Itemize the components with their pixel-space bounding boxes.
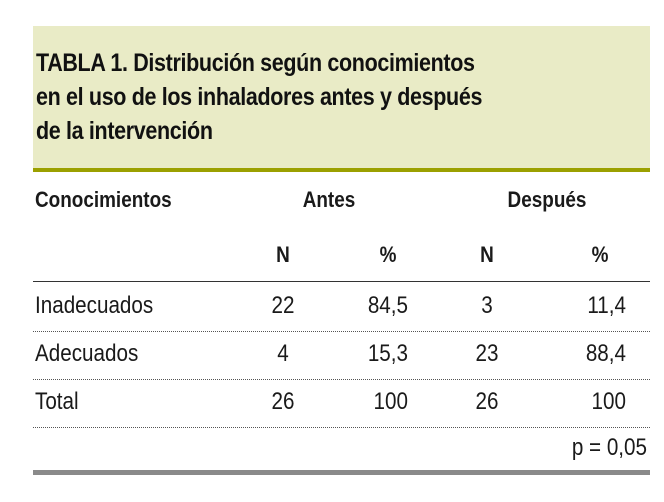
- cell-despues-pct: 11,4: [587, 292, 626, 319]
- header-conocimientos: Conocimientos: [35, 187, 172, 212]
- header-antes: Antes: [302, 187, 356, 212]
- row-divider: [33, 331, 650, 332]
- table-title-line-3: de la intervención: [36, 117, 213, 145]
- cell-antes-pct: 15,3: [367, 340, 408, 367]
- cell-antes-n: 26: [271, 388, 295, 415]
- cell-antes-pct: 100: [373, 388, 408, 415]
- header-despues: Después: [507, 187, 587, 212]
- row-divider: [33, 427, 650, 428]
- table-title: [36, 46, 552, 148]
- header-divider: [33, 281, 650, 282]
- row-divider: [33, 379, 650, 380]
- data-table: [33, 26, 650, 476]
- cell-antes-n: 22: [271, 292, 295, 319]
- cell-despues-pct: 88,4: [585, 340, 626, 367]
- table-title-line-2: en el uso de los inhaladores antes y después: [36, 83, 483, 111]
- row-label: Total: [35, 388, 79, 415]
- bottom-divider: [33, 470, 650, 475]
- cell-despues-pct: 100: [591, 388, 626, 415]
- table-title-band: [33, 26, 650, 168]
- title-divider: [33, 168, 650, 172]
- cell-antes-pct: 84,5: [367, 292, 408, 319]
- row-label: Inadecuados: [35, 292, 154, 319]
- table-title-line-1: TABLA 1. Distribución según conocimientos: [36, 49, 475, 77]
- cell-despues-n: 23: [475, 340, 499, 367]
- subheader-antes-pct: %: [379, 242, 397, 267]
- cell-despues-n: 26: [475, 388, 499, 415]
- subheader-despues-pct: %: [591, 242, 609, 267]
- cell-despues-n: 3: [481, 292, 493, 319]
- subheader-despues-n: N: [480, 242, 494, 267]
- p-value-footnote: p = 0,05: [571, 434, 647, 461]
- cell-antes-n: 4: [277, 340, 289, 367]
- subheader-antes-n: N: [276, 242, 290, 267]
- row-label: Adecuados: [35, 340, 139, 367]
